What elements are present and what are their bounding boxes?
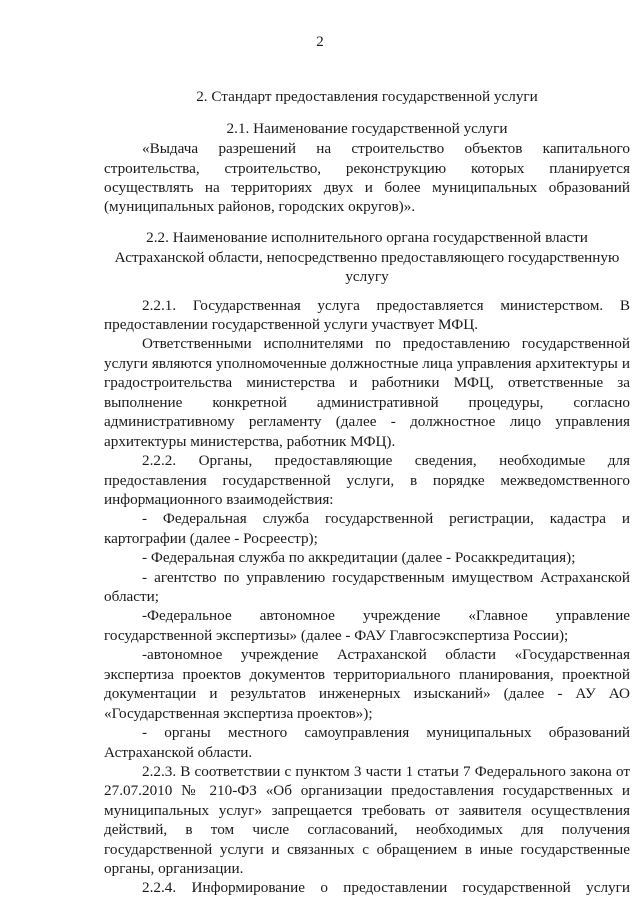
text-line: услуги являются уполномоченные должностные лица управления архитектуры и [104, 355, 630, 372]
text-line: предоставлении государственной услуги участвует МФЦ. [104, 316, 479, 333]
text-line: 2.2. Наименование исполнительного органа государственной власти [146, 229, 588, 246]
text-line: области; [104, 588, 159, 605]
text-line: экспертиза проектов документов территориального планирования, проектной [104, 666, 630, 683]
text-line: выполнение конкретной административной процедуры, согласно [104, 394, 630, 411]
page-number: 2 [316, 34, 324, 50]
text-line: -Федеральное автономное учреждение «Главное управление [142, 607, 630, 624]
text-line: - Федеральная служба по аккредитации (далее - Росаккредитация); [142, 549, 576, 566]
text-line: осуществлять на территориях двух и более муниципальных образований [104, 179, 630, 196]
subsection-title: 2.1. Наименование государственной услуги [226, 120, 508, 137]
text-line: архитектуры министерства, работник МФЦ). [104, 433, 396, 450]
text-line: 2.2.3. В соответствии с пунктом 3 части 1 статьи 7 Федерального закона от [142, 763, 630, 780]
text-line: государственной экспертизы» (далее - ФАУ Главгосэкспертиза России); [104, 627, 569, 644]
text-line: Астраханской области. [104, 744, 253, 761]
text-line: 27.07.2010 № 210-ФЗ «Об организации предоставления государственных и [104, 782, 630, 799]
section-title: 2. Стандарт предоставления государственной услуги [196, 88, 538, 105]
text-line: услугу [345, 268, 389, 285]
text-line: документации и результатов инженерных изысканий» (далее - АУ АО [104, 685, 630, 702]
text-line: муниципальных услуг» запрещается требовать от заявителя осуществления [104, 802, 630, 819]
text-line: - органы местного самоуправления муниципальных образований [142, 724, 630, 741]
text-line: Астраханской области, непосредственно предоставляющего государственную [114, 249, 620, 266]
text-line: 2.2.2. Органы, предоставляющие сведения, необходимые для [142, 452, 630, 469]
text-line: органы, организации. [104, 860, 244, 877]
text-line: государственной услуги и связанных с обращением в иные государственные [104, 841, 630, 858]
text-line: - Федеральная служба государственной регистрации, кадастра и [142, 510, 630, 527]
text-line: «Государственная экспертиза проектов»); [104, 705, 373, 722]
text-line: (муниципальных районов, городских округов)». [104, 198, 416, 215]
text-line: «Выдача разрешений на строительство объектов капитального [142, 140, 630, 157]
text-line: Ответственными исполнителями по предоставлению государственной [142, 335, 630, 352]
text-line: информационного взаимодействия: [104, 491, 334, 508]
text-line: строительства, строительство, реконструкцию которых планируется [104, 160, 630, 177]
text-line: - агентство по управлению государственным имуществом Астраханской [142, 569, 630, 586]
text-line: административному регламенту (далее - должностное лицо управления [104, 413, 630, 430]
text-line: -автономное учреждение Астраханской области «Государственная [142, 646, 630, 663]
text-line: действий, в том числе согласований, необходимых для получения [104, 821, 630, 838]
text-line: 2.2.4. Информирование о предоставлении государственной услуги [142, 879, 630, 896]
text-line: картографии (далее - Росреестр); [104, 530, 318, 547]
text-line: градостроительства министерства и работники МФЦ, ответственные за [104, 374, 630, 391]
text-line: предоставления государственной услуги, в порядке межведомственного [104, 472, 630, 489]
text-line: 2.2.1. Государственная услуга предоставляется министерством. В [142, 297, 630, 314]
